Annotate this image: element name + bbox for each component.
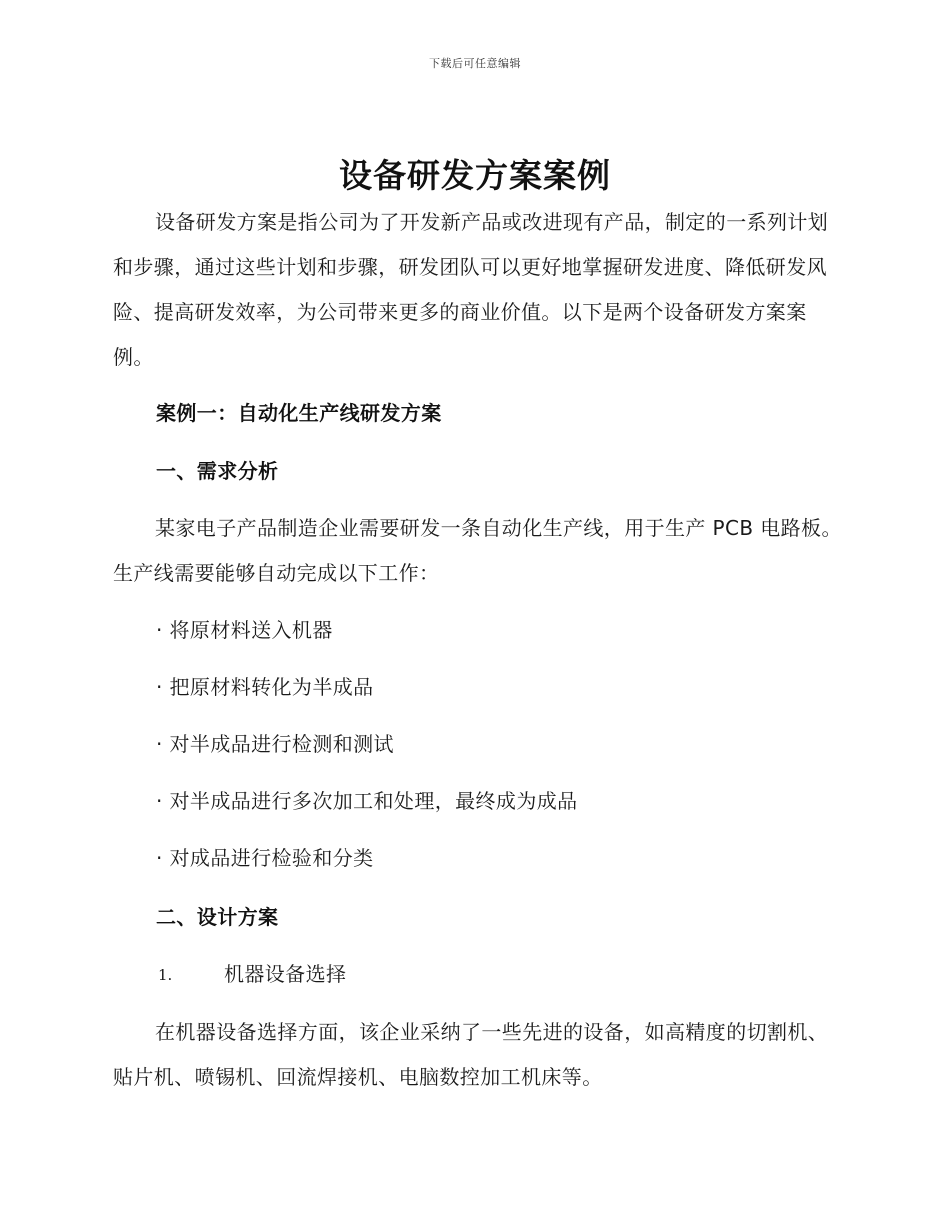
bullet-item: · 将原材料送入机器 [156,618,333,642]
section1-heading: 一、需求分析 [156,459,279,483]
section2-heading: 二、设计方案 [156,905,279,929]
bullet-item: · 对半成品进行多次加工和处理，最终成为成品 [156,789,578,813]
header-note: 下载后可任意编辑 [429,57,521,70]
bullet-item: · 对半成品进行检测和测试 [156,732,394,756]
bullet-item: · 把原材料转化为半成品 [156,675,374,699]
intro-paragraph: 设备研发方案是指公司为了开发新产品或改进现有产品，制定的一系列计划和步骤，通过这些计划和步骤，研发团队可以更好地掌握研发进度、降低研发风险、提高研发效率，为公司带来更多的商业价值。以下是两个设备研发方案案例。 [113,210,829,369]
bullet-item: · 对成品进行检验和分类 [156,846,374,870]
section1-paragraph: 某家电子产品制造企业需要研发一条自动化生产线，用于生产 PCB 电路板。生产线需要能够自动完成以下工作： [113,516,842,585]
case1-heading: 案例一：自动化生产线研发方案 [156,401,442,425]
document-title: 设备研发方案案例 [339,156,611,195]
item1-label: 机器设备选择 [224,962,347,986]
item1-paragraph: 在机器设备选择方面，该企业采纳了一些先进的设备，如高精度的切割机、贴片机、喷锡机、回流焊接机、电脑数控加工机床等。 [113,1020,829,1089]
item1-number: 1. [158,966,173,984]
